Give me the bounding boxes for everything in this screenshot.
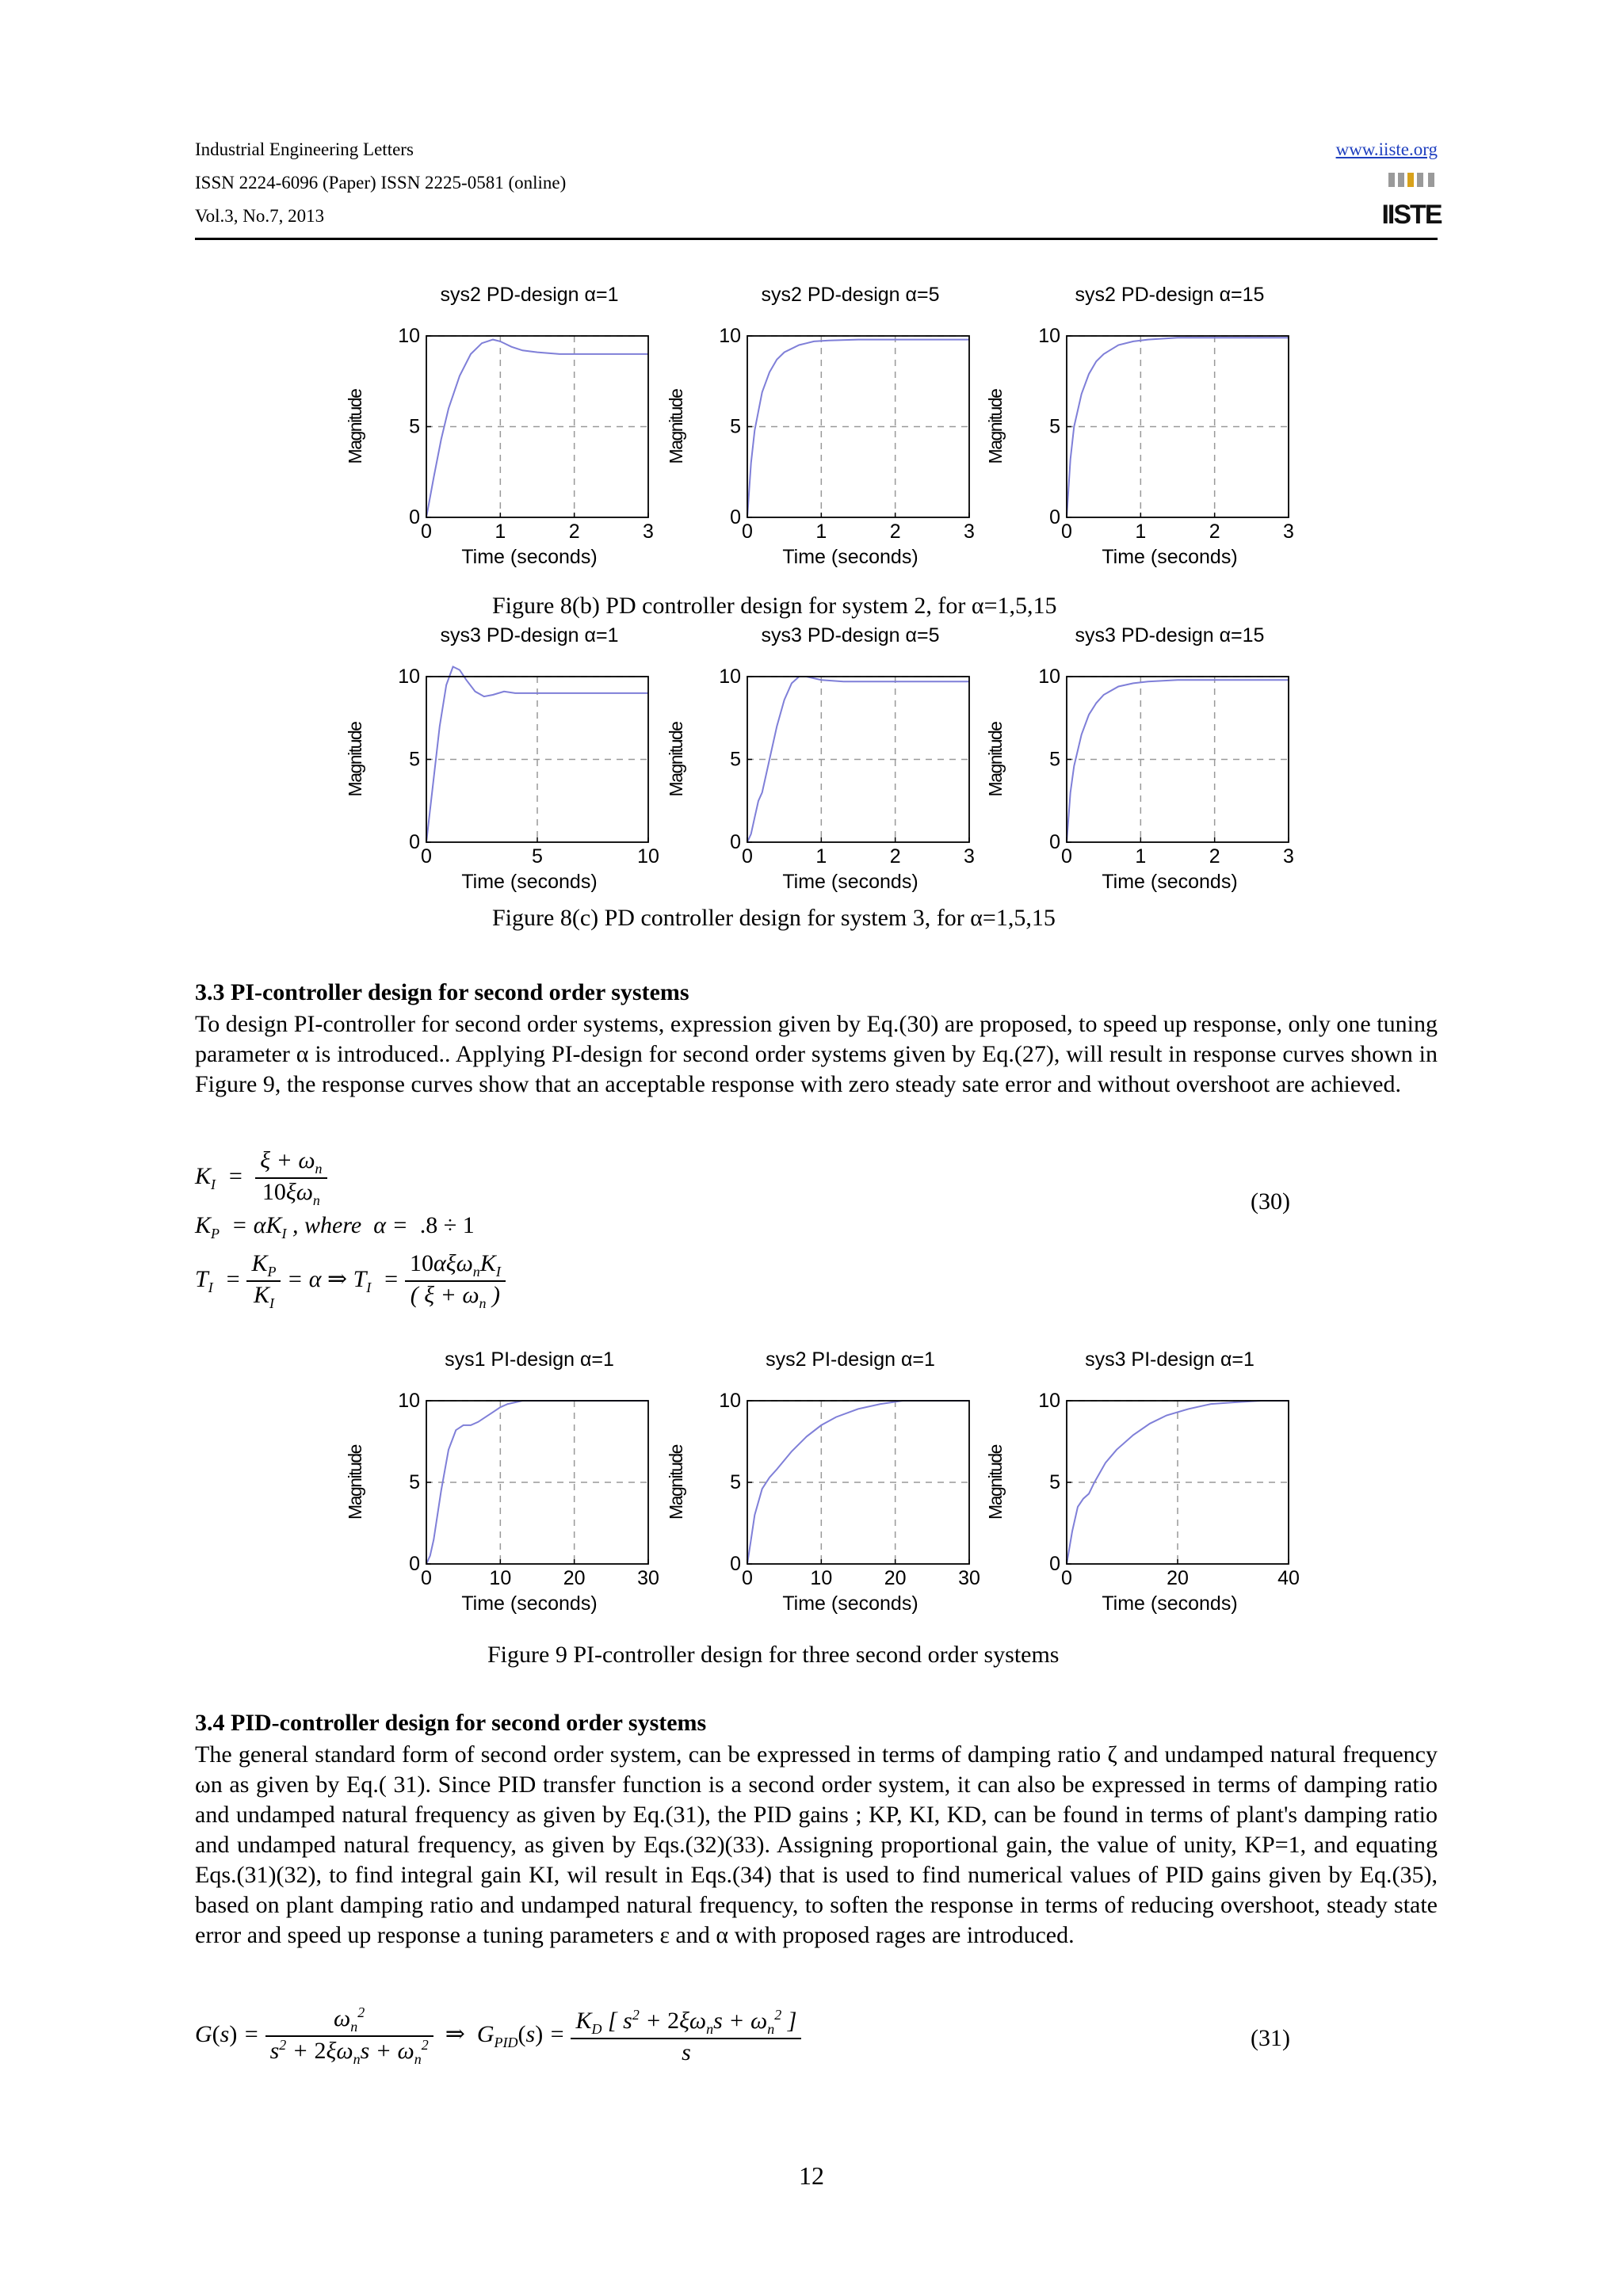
y-tick-label: 10 [719,666,741,688]
x-axis-label: Time (seconds) [782,1592,918,1615]
issn: ISSN 2224-6096 (Paper) ISSN 2225-0581 (online) [195,173,567,193]
y-tick-label: 0 [409,506,420,528]
y-tick-label: 0 [409,831,420,853]
x-tick-label: 20 [884,1567,907,1589]
chart-title: sys3 PD-design α=1 [440,624,619,646]
equation-31: G(s) = $\frac{\omega_n^2}{s^2 + 2\xi\omega_ns + \omega_n^2}$ ⇒ $G_{PID}(s)$ = $\frac{K_D [ s^2 + 2\xi\omega_ns + \omega_n^2 ]}{s}$ [195,2004,801,2068]
y-axis-label: Magnitude [985,389,1006,464]
y-tick-label: 10 [398,666,420,688]
figure-8c-caption: Figure 8(c) PD controller design for system 3, for α=1,5,15 [492,905,1056,931]
section-3-4-title: 3.4 PID-controller design for second order systems [195,1710,707,1736]
y-tick-label: 0 [730,506,741,528]
x-axis-label: Time (seconds) [461,1592,598,1615]
y-tick-label: 5 [1049,1471,1060,1493]
y-tick-label: 5 [730,1471,741,1493]
x-tick-label: 3 [964,845,975,868]
page-number: 12 [799,2161,824,2190]
header-rule [195,238,1438,240]
y-tick-label: 10 [719,325,741,347]
y-tick-label: 5 [1049,748,1060,771]
chart-sys2-pd-a1 [333,277,666,590]
y-tick-label: 10 [1038,325,1060,347]
y-tick-label: 10 [1038,666,1060,688]
x-tick-label: 2 [889,845,901,868]
x-tick-label: 3 [964,521,975,543]
y-tick-label: 5 [409,748,420,771]
y-tick-label: 10 [398,1390,420,1412]
x-tick-label: 0 [1061,1567,1072,1589]
x-tick-label: 10 [810,1567,833,1589]
y-axis-label: Magnitude [666,1445,686,1520]
response-curve [426,667,648,843]
x-tick-label: 1 [495,521,506,543]
y-axis-label: Magnitude [985,722,1006,797]
y-tick-label: 0 [1049,831,1060,853]
equation-30-ki: $K_I$ = $\frac{\xi + \omega_n}{10\xi\omega_n}$ [195,1147,327,1209]
x-tick-label: 30 [637,1567,659,1589]
equation-30-kp: $K_P = \alpha K_I$ , where α = .8 ÷ 1 [195,1212,475,1241]
y-tick-label: 0 [730,1553,741,1575]
x-tick-label: 5 [532,845,543,868]
section-3-4-body: The general standard form of second order system, can be expressed in terms of damping ratio ζ and undamped natural frequency ωn as given by Eq.( 31). Since PID transfer function is a second order system, it can also be expressed in terms of damping ratio and undamped natural frequency as given by Eq.(31), the PID gains ; KP, KI, KD, can be found in terms of plant's damping ratio and undamped natural frequency, as given by Eqs.(32)(33). Assigning proportional gain, the value of unity, KP=1, and equating Eqs.(31)(32), to find integral gain KI, wil result in Eqs.(34) that is used to find numerical values of PID gains given by Eq.(35), based on plant damping ratio and undamped natural frequency, to soften the response in terms of reducing overshoot, steady state error and speed up response a tuning parameters ε and α with proposed rages are introduced. [195,1741,1438,1948]
y-tick-label: 5 [409,415,420,438]
x-axis-label: Time (seconds) [1102,871,1238,893]
chart-sys2-pd-a5 [654,277,987,590]
x-tick-label: 0 [742,845,753,868]
x-tick-label: 0 [1061,845,1072,868]
response-curve [426,340,648,517]
x-tick-label: 0 [742,521,753,543]
x-tick-label: 3 [643,521,654,543]
journal-link[interactable]: www.iiste.org [1335,139,1438,159]
y-tick-label: 5 [730,415,741,438]
x-tick-label: 2 [1209,845,1220,868]
equation-30-number: (30) [1251,1188,1290,1215]
y-axis-label: Magnitude [345,1445,365,1520]
y-tick-label: 10 [398,325,420,347]
chart-title: sys2 PI-design α=1 [766,1348,935,1371]
volume: Vol.3, No.7, 2013 [195,206,325,226]
chart-sys3-pd-a1 [333,618,666,915]
x-axis-label: Time (seconds) [1102,546,1238,568]
x-tick-label: 20 [563,1567,586,1589]
x-tick-label: 3 [1283,521,1294,543]
y-tick-label: 0 [1049,1553,1060,1575]
x-axis-label: Time (seconds) [461,871,598,893]
equation-31-number: (31) [1251,2025,1290,2051]
chart-sys2-pd-a15 [973,277,1306,590]
x-tick-label: 10 [637,845,659,868]
figure-8b-caption: Figure 8(b) PD controller design for system 2, for α=1,5,15 [492,593,1057,619]
x-tick-label: 30 [958,1567,980,1589]
response-curve [747,340,969,517]
x-tick-label: 0 [1061,521,1072,543]
x-tick-label: 3 [1283,845,1294,868]
y-axis-label: Magnitude [666,722,686,797]
x-tick-label: 2 [889,521,901,543]
logo-text: IISTE [1381,200,1442,230]
y-tick-label: 10 [1038,1390,1060,1412]
chart-title: sys2 PD-design α=5 [761,284,940,306]
y-tick-label: 10 [719,1390,741,1412]
x-axis-label: Time (seconds) [1102,1592,1238,1615]
x-tick-label: 0 [742,1567,753,1589]
x-axis-label: Time (seconds) [782,546,918,568]
x-tick-label: 2 [568,521,580,543]
y-tick-label: 5 [409,1471,420,1493]
x-tick-label: 2 [1209,521,1220,543]
y-axis-label: Magnitude [345,389,365,464]
x-tick-label: 40 [1277,1567,1300,1589]
chart-sys2-pi-a1 [654,1342,987,1637]
y-tick-label: 0 [1049,506,1060,528]
x-axis-label: Time (seconds) [782,871,918,893]
response-curve [1067,680,1289,842]
x-tick-label: 0 [421,1567,432,1589]
chart-title: sys2 PD-design α=1 [440,284,619,306]
y-axis-label: Magnitude [985,1445,1006,1520]
chart-sys3-pd-a5 [654,618,987,915]
chart-title: sys3 PD-design α=5 [761,624,940,646]
y-tick-label: 0 [409,1553,420,1575]
section-3-3-title: 3.3 PI-controller design for second order systems [195,979,689,1005]
x-tick-label: 1 [815,521,827,543]
chart-title: sys3 PD-design α=15 [1075,624,1265,646]
chart-sys3-pi-a1 [973,1342,1306,1637]
y-axis-label: Magnitude [666,389,686,464]
y-tick-label: 0 [730,831,741,853]
journal-name: Industrial Engineering Letters [195,139,414,159]
y-tick-label: 5 [730,748,741,771]
y-axis-label: Magnitude [345,722,365,797]
x-tick-label: 0 [421,845,432,868]
chart-sys3-pd-a15 [973,618,1306,915]
equation-30-ti: $T_I$ = $\frac{K_P}{K_I}$ = α ⇒ $T_I$ = $\frac{10\alpha\xi\omega_nK_I}{( \xi + \omega_n )}$ [195,1250,506,1312]
figure-9-caption: Figure 9 PI-controller design for three second order systems [487,1642,1060,1668]
x-tick-label: 10 [489,1567,512,1589]
iiste-logo [1381,171,1442,230]
section-3-3-body: To design PI-controller for second order systems, expression given by Eq.(30) are proposed, to speed up response, only one tuning parameter α is introduced.. Applying PI-design for second order systems given by Eq.(27), will result in response curves shown in Figure 9, the response curves show that an acceptable response with zero steady sate error and without overshoot are achieved. [195,1011,1438,1097]
x-tick-label: 0 [421,521,432,543]
x-tick-label: 1 [1135,845,1147,868]
chart-sys1-pi-a1 [333,1342,666,1637]
x-tick-label: 20 [1167,1567,1189,1589]
x-tick-label: 1 [1135,521,1147,543]
chart-title: sys1 PI-design α=1 [445,1348,614,1371]
response-curve [1067,338,1289,517]
x-tick-label: 1 [815,845,827,868]
chart-title: sys2 PD-design α=15 [1075,284,1265,306]
x-axis-label: Time (seconds) [461,546,598,568]
chart-title: sys3 PI-design α=1 [1085,1348,1254,1371]
y-tick-label: 5 [1049,415,1060,438]
